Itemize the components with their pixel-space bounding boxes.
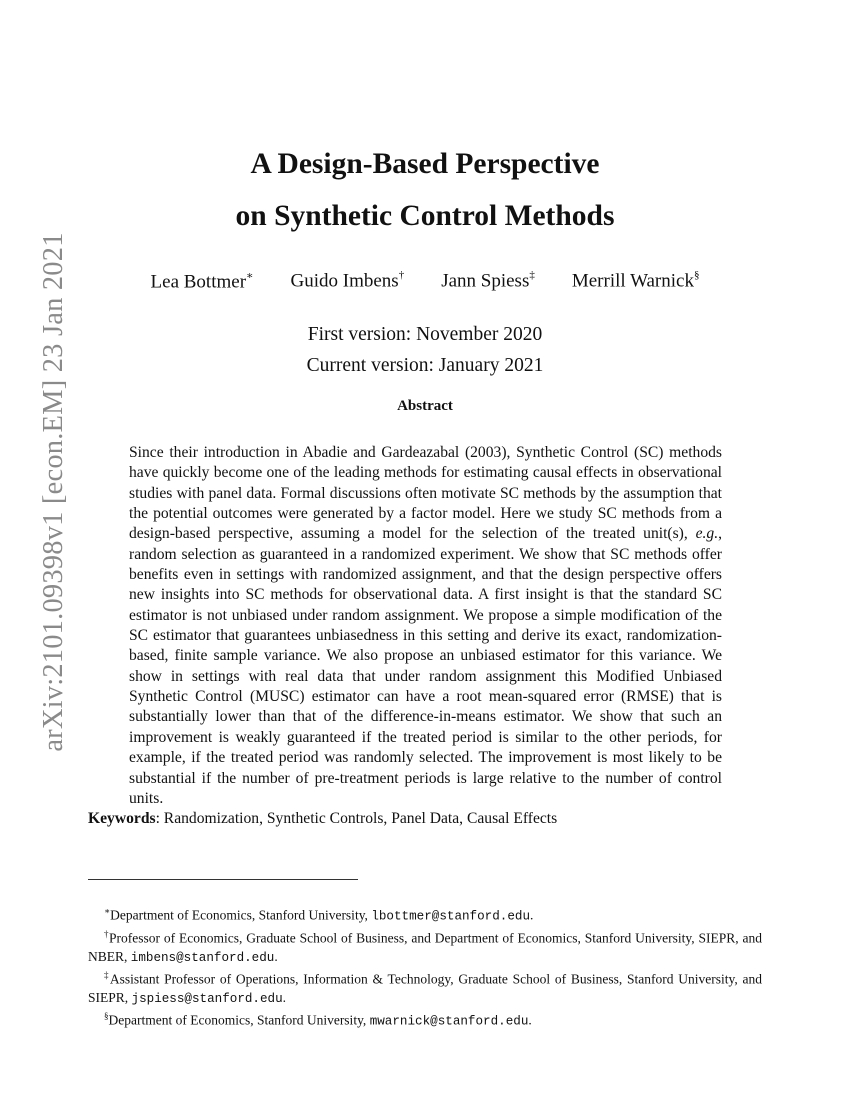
footnote-email: lbottmer@stanford.edu [371, 909, 531, 924]
author: Guido Imbens† [290, 269, 405, 292]
footnote-rule [88, 879, 358, 880]
author-mark: ∗ [246, 270, 254, 282]
footnote: †Professor of Economics, Graduate School of Business, and Department of Economics, Stanford University, SIEPR, and NBER, imbens@stanford.edu. [88, 929, 763, 965]
author-mark: § [693, 269, 700, 281]
author-mark: † [398, 269, 405, 281]
paper-title-line-1: A Design-Based Perspective [250, 148, 600, 180]
keywords-text: : Randomization, Synthetic Controls, Panel Data, Causal Effects [155, 810, 558, 827]
abstract-eg: e.g. [695, 525, 719, 543]
author-mark: ‡ [529, 269, 535, 281]
author: Jann Spiess‡ [441, 269, 535, 292]
abstract-heading: Abstract [397, 398, 453, 414]
author: Merrill Warnick§ [571, 269, 700, 292]
keywords [88, 810, 768, 828]
arxiv-identifier: arXiv:2101.09398v1 [econ.EM] 23 Jan 2021 [38, 232, 69, 752]
footnote-email: mwarnick@stanford.edu [369, 1014, 529, 1029]
footnote: §Department of Economics, Stanford University, mwarnick@stanford.edu. [104, 1011, 532, 1029]
footnote: ‡Assistant Professor of Operations, Information & Technology, Graduate School of Business, Stanford University, and SIEPR, jspiess@stanford.edu. [88, 970, 763, 1006]
footnote-email: jspiess@stanford.edu [131, 991, 283, 1006]
keywords-label: Keywords [88, 810, 156, 827]
abstract-body: Since their introduction in Abadie and Gardeazabal (2003), Synthetic Control (SC) methods have quickly become one of the leading methods for estimating causal effects in observational studies with panel data. Formal discussions often motivate SC methods by the assumption that the potential outcomes were generated by a factor model. Here we study SC methods from a design-based perspective, assuming a model for the selection of the treated unit(s), e.g., random selection as guaranteed in a randomized experiment. We show that SC methods offer benefits even in settings with randomized assignment, and that the design perspective offers new insights into SC methods for observational data. A first insight is that the standard SC estimator is not unbiased under random assignment. We propose a simple modification of the SC estimator that guarantees unbiasedness in this setting and derive its exact, randomization-based, finite sample variance. We also propose an unbiased estimator for this variance. We show in settings with real data that under random assignment this Modified Unbiased Synthetic Control (MUSC) estimator can have a root mean-squared error (RMSE) that is substantially lower than that of the difference-in-means estimator. We show that such an improvement is weakly guaranteed if the treated period is similar to the other periods, for example, if the treated period was randomly selected. The improvement is most likely to be substantial if the number of pre-treatment periods is large relative to the number of control units. [129, 444, 722, 807]
author: Lea Bottmer∗ [150, 270, 254, 293]
current-version: Current version: January 2021 [306, 355, 544, 376]
paper-title-line-2: on Synthetic Control Methods [235, 200, 615, 232]
footnote-email: imbens@stanford.edu [130, 950, 275, 965]
footnotes [88, 903, 762, 1032]
first-version: First version: November 2020 [307, 324, 543, 345]
author-list [0, 270, 850, 293]
footnote: ∗Department of Economics, Stanford University, lbottmer@stanford.edu. [104, 906, 534, 924]
